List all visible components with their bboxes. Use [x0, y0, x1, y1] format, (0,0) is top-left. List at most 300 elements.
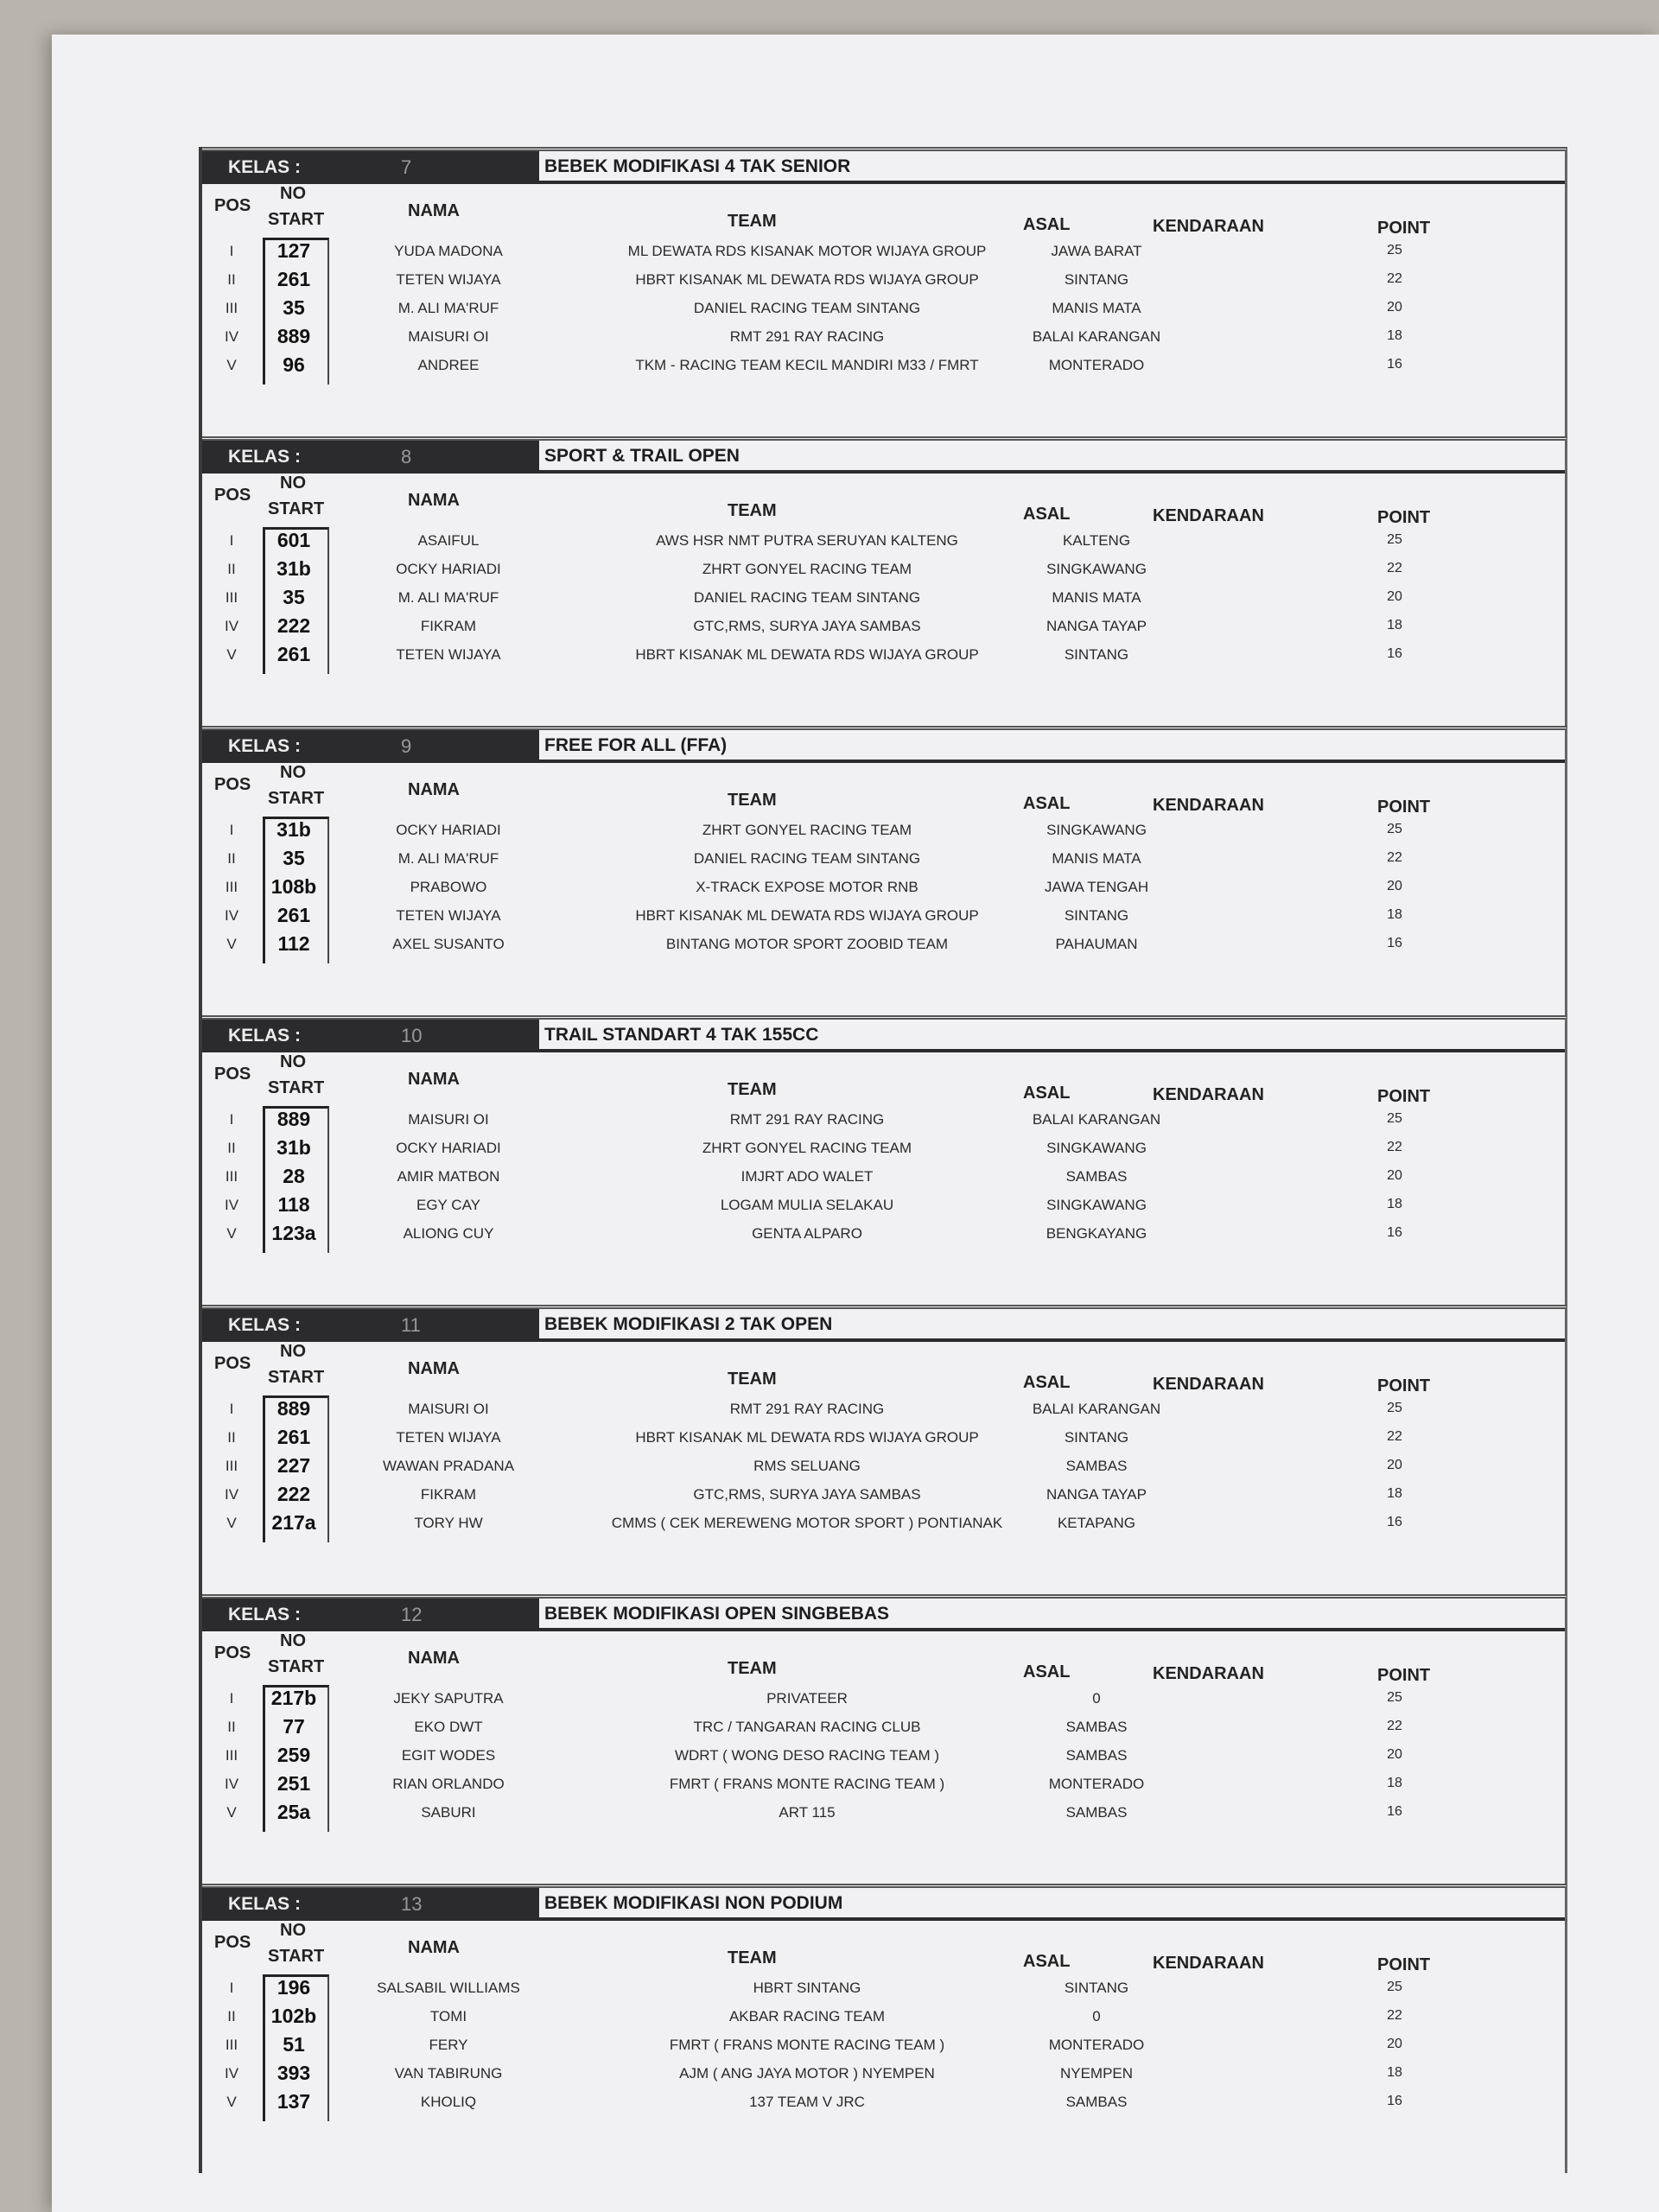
col-kendaraan: KENDARAAN	[1153, 1664, 1264, 1683]
row-nama: M. ALI MA'RUF	[397, 300, 499, 316]
kelas-section	[202, 147, 1567, 436]
row-point: 20	[1387, 300, 1402, 315]
kelas-title: BEBEK MODIFIKASI OPEN SINGBEBAS	[539, 1599, 1565, 1631]
row-point: 16	[1387, 357, 1402, 372]
row-pos: IV	[224, 1197, 239, 1213]
row-point: 22	[1387, 1429, 1402, 1444]
row-team: WDRT ( WONG DESO RACING TEAM )	[674, 1747, 939, 1764]
row-start-number: 227	[276, 1454, 311, 1477]
kelas-number: 12	[401, 1604, 423, 1625]
table-row	[202, 1510, 1565, 1538]
table-row	[202, 931, 1565, 959]
kelas-number: 8	[401, 446, 412, 467]
row-team: DANIEL RACING TEAM SINTANG	[693, 850, 921, 867]
table-row	[202, 323, 1565, 352]
row-pos: III	[225, 1458, 238, 1474]
column-headers	[202, 474, 1565, 527]
row-nama: RIAN ORLANDO	[392, 1776, 505, 1792]
table-row	[202, 1395, 1565, 1424]
table-row	[202, 1713, 1565, 1742]
row-point: 22	[1387, 271, 1402, 286]
row-pos: V	[226, 357, 237, 373]
col-kendaraan: KENDARAAN	[1153, 796, 1264, 815]
kelas-title: BEBEK MODIFIKASI 4 TAK SENIOR	[539, 151, 1565, 184]
row-start-number: 102b	[270, 2005, 317, 2027]
row-point: 20	[1387, 1168, 1402, 1183]
row-team: RMT 291 RAY RACING	[729, 1401, 885, 1417]
col-asal: ASAL	[1023, 1084, 1071, 1103]
kelas-label: KELAS :	[228, 736, 301, 756]
row-team: FMRT ( FRANS MONTE RACING TEAM )	[669, 2037, 945, 2053]
row-team: PRIVATEER	[766, 1690, 848, 1707]
row-start-number: 217b	[270, 1687, 317, 1709]
section-header	[202, 1020, 1565, 1052]
kelas-number: 9	[401, 735, 412, 757]
row-pos: III	[225, 300, 238, 316]
row-point: 18	[1387, 907, 1402, 922]
row-nama: MAISURI OI	[408, 1111, 489, 1128]
row-point: 18	[1387, 328, 1402, 343]
row-nama: WAWAN PRADANA	[382, 1458, 515, 1474]
row-asal: BALAI KARANGAN	[1032, 1401, 1161, 1417]
row-team: ZHRT GONYEL RACING TEAM	[702, 822, 912, 838]
row-asal: KALTENG	[1062, 532, 1131, 549]
row-team: HBRT SINTANG	[753, 1980, 861, 1996]
table-row	[202, 845, 1565, 874]
kelas-label: KELAS :	[228, 447, 301, 467]
row-start-number: 35	[283, 586, 305, 608]
row-asal: JAWA BARAT	[1051, 243, 1142, 259]
row-nama: AMIR MATBON	[397, 1168, 500, 1185]
row-point: 22	[1387, 561, 1402, 575]
col-no: NO	[280, 474, 306, 493]
row-pos: III	[225, 2037, 238, 2053]
col-asal: ASAL	[1023, 215, 1071, 234]
row-nama: OCKY HARIADI	[396, 1140, 501, 1156]
row-asal: SAMBAS	[1065, 1747, 1128, 1764]
row-point: 18	[1387, 1197, 1402, 1211]
section-header	[202, 730, 1565, 763]
row-team: HBRT KISANAK ML DEWATA RDS WIJAYA GROUP	[635, 907, 979, 924]
row-asal: SINGKAWANG	[1046, 1140, 1147, 1156]
row-pos: III	[225, 1168, 238, 1185]
row-pos: II	[227, 850, 236, 867]
row-asal: PAHAUMAN	[1055, 936, 1138, 952]
col-pos: POS	[214, 1354, 251, 1373]
row-point: 22	[1387, 850, 1402, 865]
row-pos: II	[227, 1429, 236, 1446]
row-start-number: 889	[276, 1397, 311, 1420]
row-nama: MAISURI OI	[408, 1401, 489, 1417]
kelas-section	[202, 1305, 1567, 1594]
col-kendaraan: KENDARAAN	[1153, 217, 1264, 236]
row-point: 16	[1387, 936, 1402, 950]
row-point: 22	[1387, 1719, 1402, 1733]
row-start-number: 393	[276, 2062, 311, 2084]
row-point: 20	[1387, 2037, 1402, 2051]
table-row	[202, 2060, 1565, 2088]
row-nama: OCKY HARIADI	[396, 561, 501, 577]
col-point: POINT	[1377, 1087, 1431, 1106]
kelas-box	[202, 1888, 539, 1921]
table-row	[202, 2031, 1565, 2060]
results-document	[199, 147, 1567, 2173]
row-start-number: 31b	[276, 557, 311, 580]
row-asal: JAWA TENGAH	[1044, 879, 1149, 895]
row-asal: MANIS MATA	[1052, 589, 1141, 606]
col-no: NO	[280, 1052, 306, 1071]
row-point: 16	[1387, 1225, 1402, 1240]
row-start-number: 261	[276, 268, 311, 290]
col-team: TEAM	[728, 501, 777, 520]
row-team: RMS SELUANG	[753, 1458, 861, 1474]
row-team: ZHRT GONYEL RACING TEAM	[702, 561, 912, 577]
kelas-box	[202, 1599, 539, 1631]
col-start: START	[268, 1078, 325, 1097]
row-asal: SINTANG	[1064, 907, 1129, 924]
section-header	[202, 1309, 1565, 1342]
row-asal: SAMBAS	[1065, 1458, 1128, 1474]
table-row	[202, 1974, 1565, 2003]
row-asal: SINGKAWANG	[1046, 822, 1147, 838]
row-point: 20	[1387, 589, 1402, 604]
row-asal: SINGKAWANG	[1046, 1197, 1147, 1213]
row-team: AJM ( ANG JAYA MOTOR ) NYEMPEN	[679, 2065, 935, 2082]
row-team: TRC / TANGARAN RACING CLUB	[693, 1719, 921, 1735]
col-pos: POS	[214, 775, 251, 794]
row-pos: IV	[224, 1486, 239, 1503]
col-point: POINT	[1377, 1376, 1431, 1395]
row-start-number: 51	[283, 2033, 305, 2056]
kelas-section	[202, 1015, 1567, 1305]
row-nama: AXEL SUSANTO	[392, 936, 505, 952]
row-team: HBRT KISANAK ML DEWATA RDS WIJAYA GROUP	[635, 646, 979, 663]
row-start-number: 601	[276, 529, 311, 551]
row-nama: SABURI	[421, 1804, 476, 1821]
row-point: 25	[1387, 1111, 1402, 1126]
result-rows	[202, 1395, 1565, 1538]
row-pos: II	[227, 1140, 236, 1156]
table-row	[202, 641, 1565, 670]
table-row	[202, 1220, 1565, 1249]
row-nama: MAISURI OI	[408, 328, 489, 345]
kelas-title: BEBEK MODIFIKASI 2 TAK OPEN	[539, 1309, 1565, 1342]
row-team: AKBAR RACING TEAM	[728, 2008, 886, 2024]
row-point: 25	[1387, 1980, 1402, 1994]
row-nama: TETEN WIJAYA	[396, 1429, 501, 1446]
row-asal: MANIS MATA	[1052, 300, 1141, 316]
row-asal: MANIS MATA	[1052, 850, 1141, 867]
table-row	[202, 1192, 1565, 1220]
row-nama: PRABOWO	[410, 879, 487, 895]
col-nama: NAMA	[408, 201, 460, 220]
row-pos: II	[227, 1719, 236, 1735]
col-kendaraan: KENDARAAN	[1153, 1954, 1264, 1973]
row-pos: IV	[224, 328, 239, 345]
col-start: START	[268, 1368, 325, 1387]
row-point: 20	[1387, 1458, 1402, 1472]
row-nama: FIKRAM	[420, 618, 477, 634]
row-start-number: 217a	[271, 1511, 316, 1534]
row-start-number: 118	[277, 1193, 310, 1216]
row-point: 22	[1387, 1140, 1402, 1154]
col-no: NO	[280, 184, 306, 203]
row-nama: TETEN WIJAYA	[396, 646, 501, 663]
table-row	[202, 613, 1565, 641]
row-pos: I	[229, 1401, 234, 1417]
row-point: 20	[1387, 1747, 1402, 1762]
row-start-number: 127	[276, 239, 311, 262]
row-team: GTC,RMS, SURYA JAYA SAMBAS	[693, 1486, 921, 1503]
row-nama: EKO DWT	[414, 1719, 483, 1735]
row-asal: NANGA TAYAP	[1046, 618, 1147, 634]
col-pos: POS	[214, 1643, 251, 1662]
row-point: 16	[1387, 1804, 1402, 1819]
row-nama: EGY CAY	[416, 1197, 480, 1213]
kelas-box	[202, 1309, 539, 1342]
kelas-section	[202, 436, 1567, 726]
row-pos: V	[226, 1225, 237, 1242]
col-point: POINT	[1377, 508, 1431, 527]
kelas-label: KELAS :	[228, 1026, 301, 1046]
col-pos: POS	[214, 196, 251, 215]
row-pos: I	[229, 1111, 234, 1128]
row-start-number: 108b	[270, 875, 317, 898]
row-pos: IV	[224, 907, 239, 924]
col-asal: ASAL	[1023, 1662, 1071, 1681]
row-asal: MONTERADO	[1048, 2037, 1145, 2053]
col-point: POINT	[1377, 1666, 1431, 1685]
row-point: 18	[1387, 618, 1402, 632]
row-team: X-TRACK EXPOSE MOTOR RNB	[696, 879, 918, 895]
row-team: IMJRT ADO WALET	[741, 1168, 874, 1185]
row-pos: V	[226, 646, 237, 663]
row-team: RMT 291 RAY RACING	[729, 1111, 885, 1128]
row-point: 25	[1387, 1690, 1402, 1705]
col-start: START	[268, 210, 325, 229]
kelas-number: 11	[401, 1314, 421, 1336]
table-row	[202, 1799, 1565, 1827]
row-point: 18	[1387, 2065, 1402, 2080]
kelas-label: KELAS :	[228, 157, 301, 177]
result-rows	[202, 817, 1565, 959]
row-point: 20	[1387, 879, 1402, 893]
row-pos: III	[225, 879, 238, 895]
section-header	[202, 1599, 1565, 1631]
column-headers	[202, 1631, 1565, 1685]
row-point: 16	[1387, 646, 1402, 661]
col-team: TEAM	[728, 1080, 777, 1099]
row-point: 22	[1387, 2008, 1402, 2023]
row-pos: IV	[224, 618, 239, 634]
row-team: DANIEL RACING TEAM SINTANG	[693, 300, 921, 316]
table-row	[202, 817, 1565, 845]
col-team: TEAM	[728, 1659, 777, 1678]
col-kendaraan: KENDARAAN	[1153, 506, 1264, 525]
row-start-number: 35	[283, 847, 305, 869]
row-team: CMMS ( CEK MEREWENG MOTOR SPORT ) PONTIANAK	[611, 1515, 1003, 1531]
kelas-box	[202, 441, 539, 474]
row-start-number: 31b	[276, 818, 311, 841]
row-start-number: 261	[276, 643, 311, 665]
col-no: NO	[280, 1921, 306, 1940]
table-row	[202, 527, 1565, 556]
col-team: TEAM	[728, 791, 777, 810]
table-row	[202, 1163, 1565, 1192]
table-row	[202, 295, 1565, 323]
col-nama: NAMA	[408, 1359, 460, 1378]
result-rows	[202, 1685, 1565, 1827]
row-start-number: 96	[283, 353, 305, 376]
row-team: LOGAM MULIA SELAKAU	[720, 1197, 894, 1213]
table-row	[202, 874, 1565, 902]
row-asal: BENGKAYANG	[1046, 1225, 1147, 1242]
kelas-title: SPORT & TRAIL OPEN	[539, 441, 1565, 474]
column-headers	[202, 1052, 1565, 1106]
row-start-number: 28	[283, 1165, 305, 1187]
col-nama: NAMA	[408, 1649, 460, 1668]
row-nama: VAN TABIRUNG	[394, 2065, 503, 2082]
row-start-number: 31b	[276, 1136, 311, 1159]
row-point: 16	[1387, 2094, 1402, 2108]
table-row	[202, 1452, 1565, 1481]
row-pos: V	[226, 1515, 237, 1531]
col-nama: NAMA	[408, 780, 460, 799]
col-team: TEAM	[728, 1370, 777, 1389]
kelas-number: 13	[401, 1893, 423, 1915]
row-pos: IV	[224, 2065, 239, 2082]
result-rows	[202, 238, 1565, 380]
row-nama: JEKY SAPUTRA	[393, 1690, 504, 1707]
col-pos: POS	[214, 486, 251, 505]
table-row	[202, 1685, 1565, 1713]
row-pos: II	[227, 271, 236, 288]
kelas-number: 10	[401, 1025, 423, 1046]
row-pos: III	[225, 1747, 238, 1764]
row-nama: FERY	[429, 2037, 468, 2053]
column-headers	[202, 1342, 1565, 1395]
row-pos: I	[229, 1980, 234, 1996]
row-start-number: 261	[276, 1426, 311, 1448]
table-row	[202, 1770, 1565, 1799]
kelas-section	[202, 1884, 1567, 2173]
row-asal: SAMBAS	[1065, 1804, 1128, 1821]
row-team: RMT 291 RAY RACING	[729, 328, 885, 345]
col-kendaraan: KENDARAAN	[1153, 1085, 1264, 1104]
result-rows	[202, 527, 1565, 670]
row-point: 18	[1387, 1486, 1402, 1501]
row-start-number: 261	[276, 904, 311, 926]
row-nama: FIKRAM	[420, 1486, 477, 1503]
section-header	[202, 441, 1565, 474]
column-headers	[202, 184, 1565, 238]
col-team: TEAM	[728, 1948, 777, 1967]
row-point: 16	[1387, 1515, 1402, 1529]
row-pos: I	[229, 822, 234, 838]
row-team: ART 115	[779, 1804, 836, 1821]
table-row	[202, 266, 1565, 295]
row-asal: BALAI KARANGAN	[1032, 1111, 1161, 1128]
table-row	[202, 584, 1565, 613]
row-pos: IV	[224, 1776, 239, 1792]
row-team: GTC,RMS, SURYA JAYA SAMBAS	[693, 618, 921, 634]
table-row	[202, 556, 1565, 584]
row-team: DANIEL RACING TEAM SINTANG	[693, 589, 921, 606]
row-asal: 0	[1092, 2008, 1101, 2024]
row-nama: TETEN WIJAYA	[396, 271, 501, 288]
table-row	[202, 1424, 1565, 1452]
col-start: START	[268, 1657, 325, 1676]
col-no: NO	[280, 763, 306, 782]
row-nama: ANDREE	[417, 357, 480, 373]
row-nama: YUDA MADONA	[394, 243, 503, 259]
table-row	[202, 902, 1565, 931]
row-asal: SAMBAS	[1065, 1168, 1128, 1185]
kelas-label: KELAS :	[228, 1605, 301, 1624]
row-nama: EGIT WODES	[401, 1747, 496, 1764]
table-row	[202, 1742, 1565, 1770]
col-point: POINT	[1377, 219, 1431, 238]
table-row	[202, 2088, 1565, 2117]
row-start-number: 889	[276, 325, 311, 347]
row-start-number: 35	[283, 296, 305, 319]
row-asal: SINTANG	[1064, 1429, 1129, 1446]
row-point: 25	[1387, 1401, 1402, 1415]
section-header	[202, 151, 1565, 184]
row-start-number: 123a	[271, 1222, 316, 1244]
row-start-number: 222	[276, 614, 311, 637]
row-team: GENTA ALPARO	[752, 1225, 862, 1242]
col-point: POINT	[1377, 798, 1431, 817]
row-asal: MONTERADO	[1048, 1776, 1145, 1792]
col-point: POINT	[1377, 1955, 1431, 1974]
kelas-box	[202, 151, 539, 184]
row-team: FMRT ( FRANS MONTE RACING TEAM )	[669, 1776, 945, 1792]
row-nama: M. ALI MA'RUF	[397, 589, 499, 606]
row-nama: ASAIFUL	[417, 532, 480, 549]
table-row	[202, 2003, 1565, 2031]
row-asal: SINTANG	[1064, 271, 1129, 288]
row-asal: 0	[1092, 1690, 1101, 1707]
kelas-title: BEBEK MODIFIKASI NON PODIUM	[539, 1888, 1565, 1921]
row-team: HBRT KISANAK ML DEWATA RDS WIJAYA GROUP	[635, 271, 979, 288]
column-headers	[202, 1921, 1565, 1974]
row-nama: M. ALI MA'RUF	[397, 850, 499, 867]
row-team: HBRT KISANAK ML DEWATA RDS WIJAYA GROUP	[635, 1429, 979, 1446]
row-pos: III	[225, 589, 238, 606]
section-header	[202, 1888, 1565, 1921]
row-pos: II	[227, 2008, 236, 2024]
row-start-number: 25a	[276, 1801, 311, 1823]
table-row	[202, 352, 1565, 380]
col-start: START	[268, 1947, 325, 1966]
row-start-number: 889	[276, 1108, 311, 1130]
col-no: NO	[280, 1631, 306, 1650]
row-start-number: 196	[276, 1976, 311, 1999]
row-pos: I	[229, 532, 234, 549]
row-nama: KHOLIQ	[420, 2094, 477, 2110]
row-point: 25	[1387, 822, 1402, 836]
row-asal: BALAI KARANGAN	[1032, 328, 1161, 345]
col-nama: NAMA	[408, 491, 460, 510]
col-start: START	[268, 789, 325, 808]
col-start: START	[268, 499, 325, 518]
row-team: 137 TEAM V JRC	[749, 2094, 865, 2110]
paper-sheet	[52, 35, 1659, 2212]
row-start-number: 137	[276, 2090, 311, 2113]
col-kendaraan: KENDARAAN	[1153, 1375, 1264, 1394]
row-point: 25	[1387, 243, 1402, 257]
